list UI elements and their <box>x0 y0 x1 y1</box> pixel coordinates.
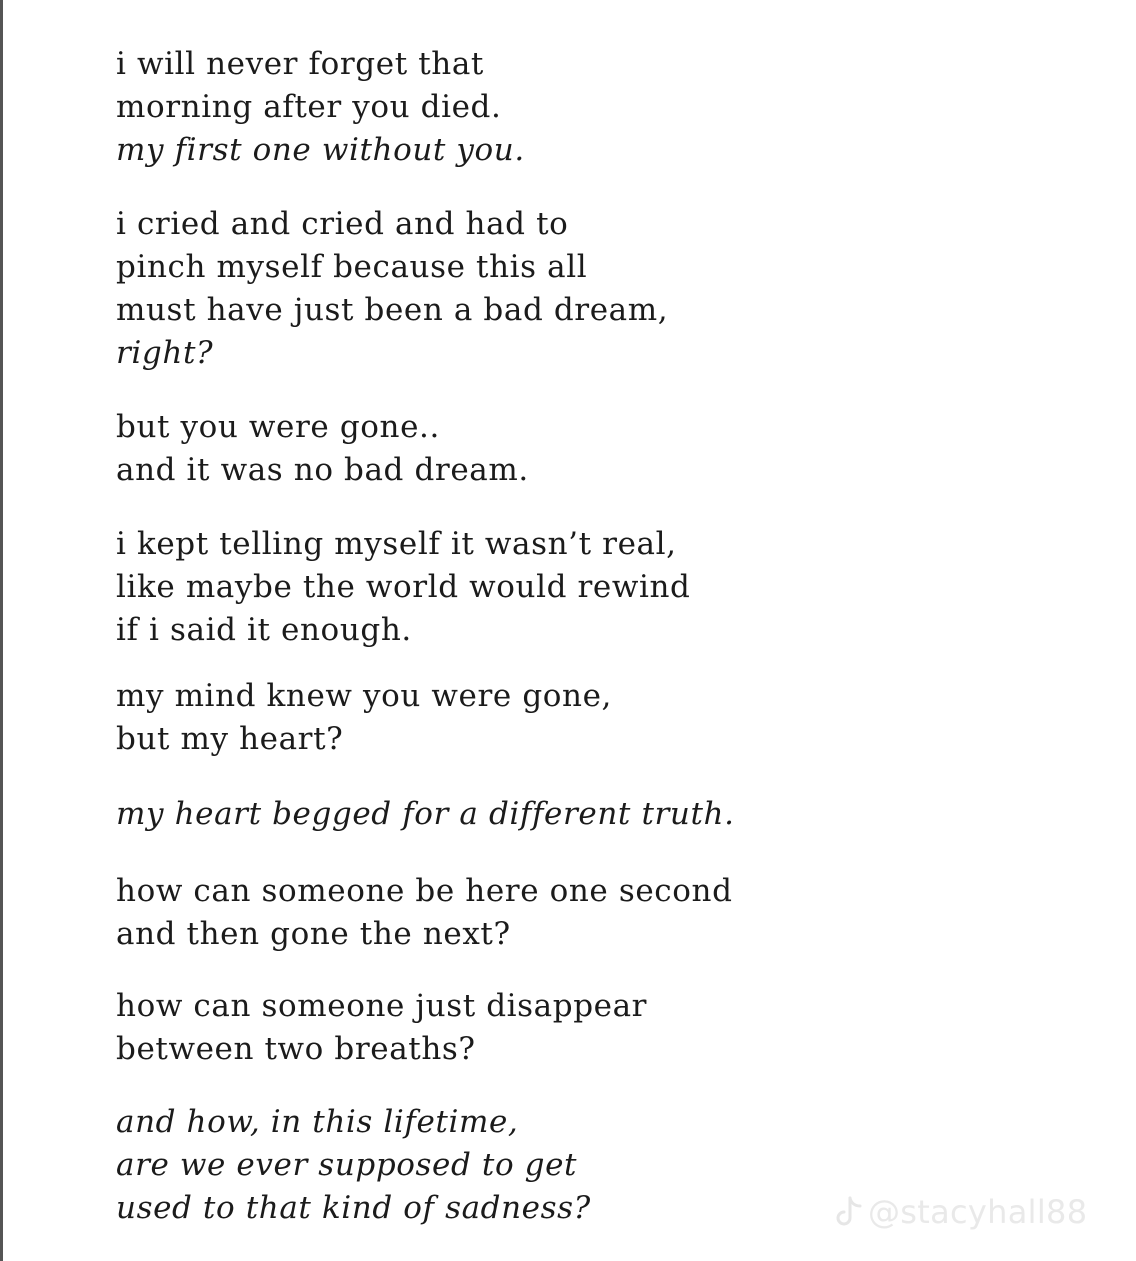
poem-line: pinch myself because this all <box>116 249 588 285</box>
poem-line-italic: my first one without you. <box>116 132 525 168</box>
watermark-handle: @stacyhall88 <box>868 1193 1088 1231</box>
poem-line: my mind knew you were gone, <box>116 678 612 714</box>
poem-line-italic: my heart begged for a different truth. <box>116 796 735 832</box>
poem-line: but you were gone.. <box>116 409 440 445</box>
poem-line: and then gone the next? <box>116 916 511 952</box>
poem-line: but my heart? <box>116 721 344 757</box>
poem-line-italic: are we ever supposed to get <box>116 1147 578 1183</box>
poem-line-italic: and how, in this lifetime, <box>116 1104 519 1140</box>
poem-line: i kept telling myself it wasn’t real, <box>116 526 677 562</box>
poem-line: and it was no bad dream. <box>116 452 529 488</box>
tiktok-icon <box>832 1194 866 1230</box>
poem-line: i cried and cried and had to <box>116 206 569 242</box>
poem-line: morning after you died. <box>116 89 502 125</box>
poem-line: how can someone be here one second <box>116 873 733 909</box>
left-edge-border <box>0 0 3 1261</box>
watermark <box>832 1190 1122 1234</box>
poem-line: if i said it enough. <box>116 612 412 648</box>
poem-line-italic: right? <box>116 335 214 371</box>
poem-line: like maybe the world would rewind <box>116 569 691 605</box>
poem-line-italic: used to that kind of sadness? <box>116 1190 591 1226</box>
poem-line: how can someone just disappear <box>116 988 648 1024</box>
poem-line: must have just been a bad dream, <box>116 292 669 328</box>
poem-line: between two breaths? <box>116 1031 476 1067</box>
poem-line: i will never forget that <box>116 46 484 82</box>
